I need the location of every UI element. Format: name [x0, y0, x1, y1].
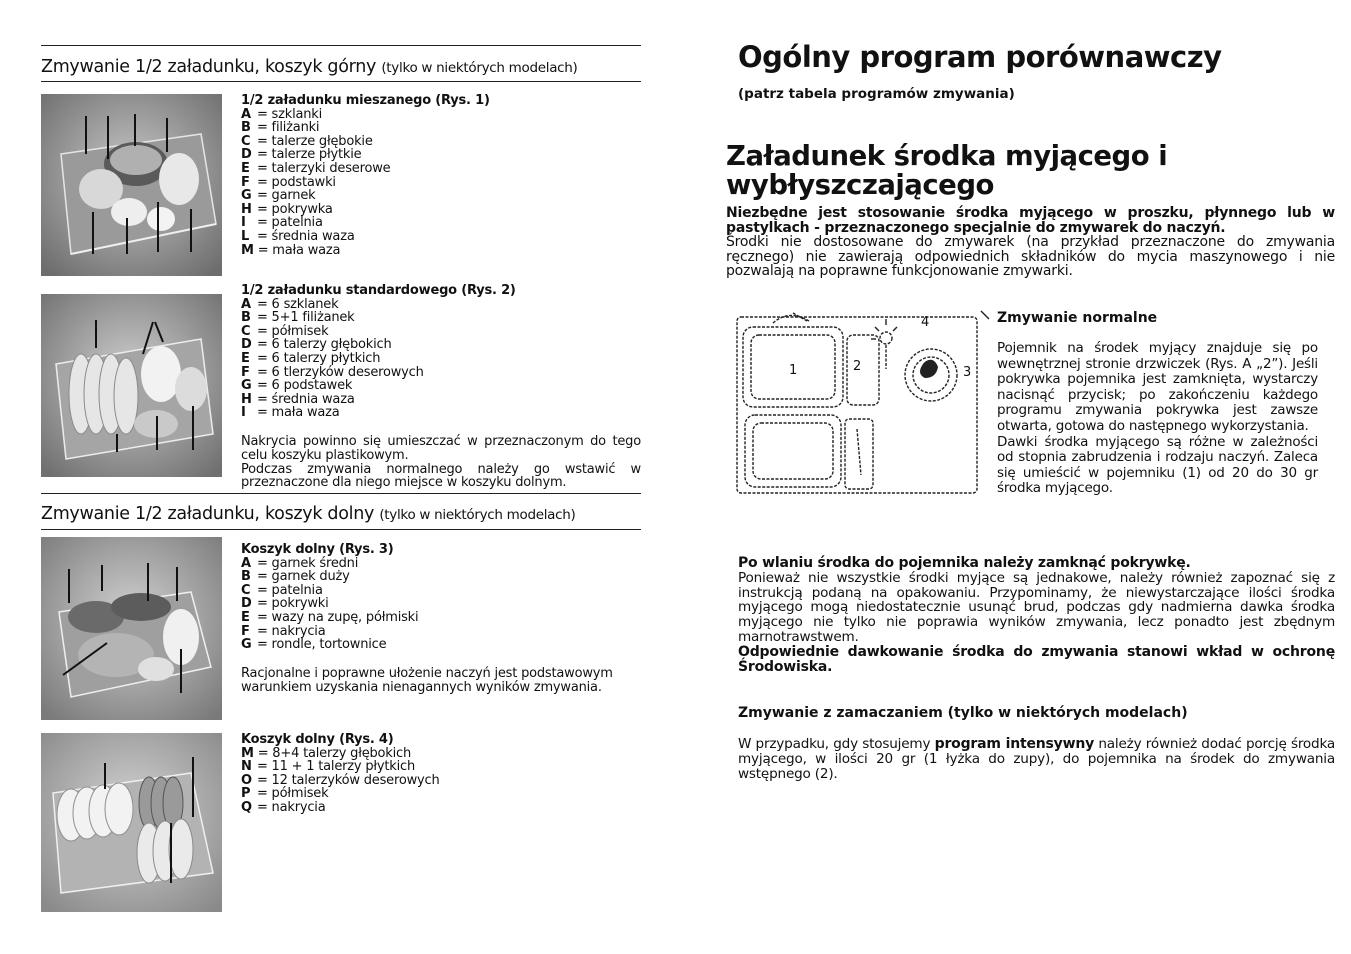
fig3-item-value: = rondle, tortownice: [256, 637, 387, 653]
fig3-item: [241, 611, 641, 625]
fig1-item-key: H: [241, 201, 252, 217]
fig1-item-value: = podstawki: [256, 174, 336, 190]
legend-fig4-title: Koszyk dolny (Rys. 4): [241, 732, 394, 747]
legend-fig2: [241, 284, 641, 490]
fig1-item: [241, 244, 641, 258]
fig3-item-key: E: [241, 609, 250, 625]
lower-top-rule: [41, 493, 641, 494]
fig2-item-value: = mała waza: [256, 405, 340, 421]
fig1-item-key: D: [241, 147, 252, 163]
normal-wash-p2: Dawki środka myjącego są różne w zależności od stopnia zabrudzenia i rodzaju naczyń. Zaleca się umieścić w pojemniku (1) od 20 do 30 gr środka myjącego.: [997, 433, 1318, 497]
fig1-item-value: = filiżanki: [256, 120, 320, 136]
fig1-item: [241, 176, 641, 190]
fig4-item-value: = 11 + 1 talerzy płytkich: [256, 759, 415, 775]
fig1-item-key: I: [241, 215, 246, 231]
upper-heading-rule: [41, 81, 641, 82]
fig4-item-key: Q: [241, 799, 252, 815]
diagram-label-3: 3: [963, 365, 972, 380]
fig4-item-key: P: [241, 786, 251, 802]
fig1-item-key: C: [241, 133, 251, 149]
fig1-item-key: F: [241, 174, 250, 190]
fig2-item-value: = 6 podstawek: [256, 378, 353, 394]
fig4-item: [241, 760, 641, 774]
fig3-item-value: = wazy na zupę, półmiski: [256, 609, 419, 625]
fig1-item-value: = patelnia: [256, 215, 323, 231]
fig1-item: [241, 135, 641, 149]
fig3-item-key: G: [241, 637, 252, 653]
fig4-item-key: O: [241, 772, 252, 788]
fig1-item-key: B: [241, 120, 251, 136]
fig2-note-cutlery: Nakrycia powinno się umieszczać w przeznaczonym do tego celu koszyku plastikowym.: [241, 433, 641, 463]
normal-wash-title: Zmywanie normalne: [997, 310, 1158, 326]
fig2-item: [241, 406, 641, 420]
fig3-item-key: A: [241, 555, 251, 571]
fig1-item: [241, 189, 641, 203]
top-rule: [41, 45, 641, 46]
legend-fig2-title: 1/2 załadunku standardowego (Rys. 2): [241, 283, 516, 298]
fig1-item: [241, 216, 641, 230]
fig1-item-key: E: [241, 160, 250, 176]
fig2-item: [241, 338, 641, 352]
fig2-item: [241, 311, 641, 325]
detergent-intro: [726, 206, 1335, 279]
detergent-dispenser-diagram: [733, 305, 993, 495]
fig2-item-key: G: [241, 378, 252, 394]
fig2-item: [241, 352, 641, 366]
legend-fig1-title: 1/2 załadunku mieszanego (Rys. 1): [241, 93, 490, 108]
fig4-item-key: M: [241, 745, 254, 761]
fig1-item-value: = szklanki: [256, 106, 323, 122]
fig2-note-normal-wash: Podczas zmywania normalnego należy go wstawić w przeznaczone dla niego miejsce w koszyku dolnym.: [241, 461, 641, 491]
fig1-item-value: = talerzyki deserowe: [256, 160, 391, 176]
fig1-item: [241, 108, 641, 122]
fig2-item-key: D: [241, 337, 252, 353]
fig3-item-value: = patelnia: [256, 582, 323, 598]
photo-fig3-lower-basket: [41, 537, 222, 720]
fig4-item-value: = nakrycia: [256, 799, 326, 815]
fig2-item-value: = średnia waza: [256, 391, 355, 407]
normal-wash-block: [997, 310, 1318, 497]
close-lid-title: Po wlaniu środka do pojemnika należy zamknąć pokrywkę.: [738, 555, 1191, 571]
fig4-item: [241, 774, 641, 788]
close-lid-text: Ponieważ nie wszystkie środki myjące są jednakowe, należy również zapoznać się z instrukcją podaną na opakowaniu. Przypominamy, że niewystarczające ilości środka myjącego mogą niedostatecznie usunąć brud, podczas gdy nadmierna dawka środka myjącego nie tylko nie poprawia wyników zmywania, lecz ponadto jest zbędnym marnotrawstwem.: [738, 569, 1335, 645]
fig3-item-value: = nakrycia: [256, 623, 326, 639]
fig2-item-key: C: [241, 323, 251, 339]
soak-program-name: program intensywny: [934, 736, 1095, 752]
soak-title: Zmywanie z zamaczaniem (tylko w niektórych modelach): [738, 705, 1188, 721]
fig2-item-key: E: [241, 350, 250, 366]
fig2-item: [241, 366, 641, 380]
normal-wash-p1: Pojemnik na środek myjący znajduje się po wewnętrznej stronie drzwiczek (Rys. A „2”). Jeśli pokrywka pojemnika jest zamknięta, wystarczy nacisnąć przycisk; po zakończeniu każdego programu zmywania pokrywka jest zawsze otwarta, gotowa do następnego wykorzystania.: [997, 340, 1318, 434]
fig1-item-value: = pokrywka: [256, 201, 333, 217]
fig3-item-key: F: [241, 623, 250, 639]
fig1-item-key: A: [241, 106, 251, 122]
fig1-item-value: = talerze płytkie: [256, 147, 362, 163]
fig2-item-value: = 5+1 filiżanek: [256, 310, 355, 326]
fig2-item: [241, 325, 641, 339]
upper-basket-heading: Zmywanie 1/2 załadunku, koszyk górny (tylko w niektórych modelach): [41, 57, 578, 77]
fig3-item-key: B: [241, 569, 251, 585]
fig4-item-value: = 8+4 talerzy głębokich: [257, 745, 412, 761]
fig2-item: [241, 379, 641, 393]
fig1-item: [241, 230, 641, 244]
fig3-item: [241, 570, 641, 584]
fig4-item-value: = półmisek: [256, 786, 329, 802]
fig3-item-value: = pokrywki: [256, 596, 329, 612]
fig1-item-value: = garnek: [256, 188, 316, 204]
fig2-item: [241, 393, 641, 407]
fig2-item-value: = 6 tlerzyków deserowych: [256, 364, 424, 380]
fig1-item: [241, 148, 641, 162]
section-title: Załadunek środka myjącego i wybłyszczającego: [726, 140, 1168, 201]
fig3-item-key: D: [241, 596, 252, 612]
fig2-item-key: B: [241, 310, 251, 326]
fig3-item-value: = garnek duży: [256, 569, 350, 585]
lower-basket-heading: Zmywanie 1/2 załadunku, koszyk dolny (tylko w niektórych modelach): [41, 504, 576, 524]
fig2-item-key: F: [241, 364, 250, 380]
fig1-item-key: M: [241, 242, 254, 258]
legend-fig4: [241, 733, 641, 815]
fig2-item-value: = półmisek: [256, 323, 329, 339]
legend-fig1: [241, 94, 641, 257]
fig2-item-key: A: [241, 296, 251, 312]
fig4-item-value: = 12 talerzyków deserowych: [256, 772, 440, 788]
photo-fig2-standard-load: [41, 294, 222, 477]
fig3-item: [241, 597, 641, 611]
fig3-item: [241, 584, 641, 598]
legend-fig3: [241, 543, 641, 694]
fig3-item-key: C: [241, 582, 251, 598]
fig2-item-value: = 6 talerzy płytkich: [256, 350, 381, 366]
fig1-item-key: G: [241, 188, 252, 204]
detergent-intro-bold: Niezbędne jest stosowanie środka myjącego w proszku, płynnego lub w pastylkach - przeznaczonego specjalnie do zmywarek do naczyń.: [726, 205, 1335, 236]
page-title: Ogólny program porównawczy: [738, 40, 1222, 74]
legend-fig3-title: Koszyk dolny (Rys. 3): [241, 542, 394, 557]
photo-fig4-lower-basket: [41, 733, 222, 912]
fig2-item-value: = 6 talerzy głębokich: [256, 337, 392, 353]
photo-fig1-mixed-load: [41, 94, 222, 276]
fig3-item: [241, 625, 641, 639]
fig3-item-value: = garnek średni: [256, 555, 359, 571]
fig1-item-value: = talerze głębokie: [256, 133, 373, 149]
fig2-item-key: I: [241, 405, 246, 421]
fig3-item: [241, 638, 641, 652]
fig1-item-value: = mała waza: [257, 242, 341, 258]
fig1-item: [241, 121, 641, 135]
fig3-item: [241, 557, 641, 571]
diagram-label-1: 1: [789, 363, 798, 378]
fig4-item: [241, 787, 641, 801]
close-lid-bold: Odpowiednie dawkowanie środka do zmywania stanowi wkład w ochronę Środowiska.: [738, 643, 1335, 675]
fig2-item-key: H: [241, 391, 252, 407]
fig4-item: [241, 747, 641, 761]
fig4-item-key: N: [241, 759, 252, 775]
detergent-intro-text: Środki nie dostosowane do zmywarek (na przykład przeznaczone do zmywania ręcznego) nie zawierają odpowiednich składników do mycia maszynowego i nie pozwalają na poprawne funkcjonowanie zmywarki.: [726, 234, 1335, 280]
fig1-item-key: L: [241, 228, 250, 244]
fig1-item: [241, 162, 641, 176]
diagram-label-4: 4: [921, 315, 930, 330]
fig4-item: [241, 801, 641, 815]
soak-text: W przypadku, gdy stosujemy program intensywny należy również dodać porcję środka myjącego, w ilości 20 gr (1 łyżka do zupy), do pojemnika na środek do zmywania wstępnego (2).: [738, 736, 1336, 782]
close-lid-block: [738, 556, 1335, 674]
fig3-note: Racjonalne i poprawne ułożenie naczyń jest podstawowym warunkiem uzyskania nienagannych wyników zmywania.: [241, 665, 613, 695]
fig1-item-value: = średnia waza: [256, 228, 355, 244]
fig1-item: [241, 203, 641, 217]
fig2-item: [241, 298, 641, 312]
lower-heading-rule: [41, 529, 641, 530]
diagram-label-2: 2: [853, 359, 862, 374]
page-subtitle: (patrz tabela programów zmywania): [738, 86, 1015, 102]
fig2-item-value: = 6 szklanek: [256, 296, 339, 312]
